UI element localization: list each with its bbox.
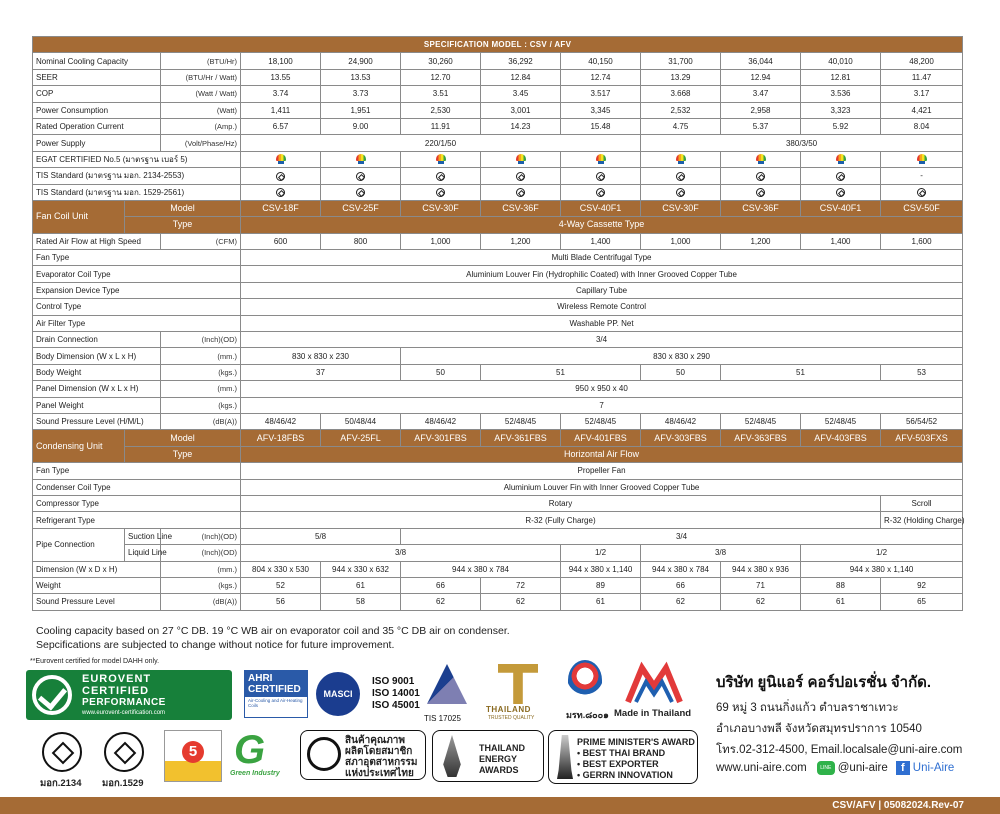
condensing-model-value: AFV-301FBS xyxy=(401,430,481,446)
general-row-value: 3.51 xyxy=(401,86,481,102)
table-row xyxy=(33,53,963,69)
tis-icon xyxy=(641,168,721,184)
body-weight-value: 37 xyxy=(241,364,401,380)
evap_coil-value: Aluminium Louver Fin (Hydrophilic Coated) with Inner Grooved Copper Tube xyxy=(241,266,963,282)
tis-none-value: - xyxy=(881,168,963,184)
table-row xyxy=(33,86,963,102)
table-row xyxy=(33,102,963,118)
fan-sound-value: 52/48/45 xyxy=(801,413,881,429)
cond-sound-value: 62 xyxy=(401,594,481,610)
table-row xyxy=(33,397,963,413)
fan-coil-model-value: CSV-18F xyxy=(241,200,321,216)
egat-label: EGAT CERTIFIED No.5 (มาตรฐาน เบอร์ 5) xyxy=(33,151,241,167)
unit-label: (BTU/Hr / Watt) xyxy=(161,69,241,85)
fan-sound-value: 48/46/42 xyxy=(641,413,721,429)
condensing-model-value: AFV-403FBS xyxy=(801,430,881,446)
general-row-label: Power Consumption xyxy=(33,102,161,118)
spec-table xyxy=(32,36,963,611)
egat-no5-icon xyxy=(401,151,481,167)
table-row xyxy=(33,200,963,216)
tis17025-logo: TIS 17025 xyxy=(424,664,470,724)
company-name: บริษัท ยูนิแอร์ คอร์ปอเรชั่น จำกัด. xyxy=(716,674,932,691)
table-row xyxy=(33,577,963,593)
unit-label: (kgs.) xyxy=(161,364,241,380)
general-row-value: 15.48 xyxy=(561,118,641,134)
spec-title: SPECIFICATION MODEL : CSV / AFV xyxy=(33,37,963,53)
general-row-value: 24,900 xyxy=(321,53,401,69)
cond-dim-value: 944 x 330 x 632 xyxy=(321,561,401,577)
egat-no5-icon xyxy=(881,151,963,167)
drain-label: Drain Connection xyxy=(33,332,161,348)
eurovent-logo: EUROVENT CERTIFIED PERFORMANCE www.eurovent-certification.com xyxy=(26,670,232,720)
tis-1529-row-label: TIS Standard (มาตรฐาน มอก. 1529-2561) xyxy=(33,184,241,200)
condensing-model-value: AFV-361FBS xyxy=(481,430,561,446)
cond-sound-value: 61 xyxy=(561,594,641,610)
airflow-value: 1,200 xyxy=(721,233,801,249)
table-row xyxy=(33,299,963,315)
pipe-label: Pipe Connection xyxy=(33,528,125,561)
body-weight-value: 50 xyxy=(401,364,481,380)
condensing-model-value: AFV-25FL xyxy=(321,430,401,446)
general-row-value: 3.74 xyxy=(241,86,321,102)
body-weight-value: 51 xyxy=(721,364,881,380)
masci-logo: MASCI xyxy=(316,672,366,716)
general-row-value: 12.70 xyxy=(401,69,481,85)
table-row xyxy=(33,364,963,380)
cond-weight-value: 71 xyxy=(721,577,801,593)
body-weight-label: Body Weight xyxy=(33,364,161,380)
general-row-value: 2,958 xyxy=(721,102,801,118)
company-line-link[interactable]: @uni-aire xyxy=(837,762,888,774)
cond-dim-value: 804 x 330 x 530 xyxy=(241,561,321,577)
table-row xyxy=(33,495,963,511)
panel-weight-value: 7 xyxy=(241,397,963,413)
mort-flame-icon xyxy=(568,660,602,700)
footer-bar: CSV/AFV | 05082024.Rev-07 xyxy=(0,797,1000,814)
iso-list: ISO 9001 ISO 14001 ISO 45001 xyxy=(372,676,420,711)
fan-coil-section-label: Fan Coil Unit xyxy=(33,200,125,233)
green-g-icon: G xyxy=(234,728,266,772)
table-row xyxy=(33,135,963,151)
compressor-value: Rotary xyxy=(241,495,881,511)
cond-weight-label: Weight xyxy=(33,577,161,593)
table-row xyxy=(33,118,963,134)
t-mark-icon xyxy=(498,664,538,704)
airflow-value: 1,600 xyxy=(881,233,963,249)
general-row-value: 36,044 xyxy=(721,53,801,69)
table-row xyxy=(33,315,963,331)
table-row xyxy=(33,430,963,446)
facebook-icon: f xyxy=(896,761,910,775)
unit-label: (Watt / Watt) xyxy=(161,86,241,102)
fan-sound-label: Sound Pressure Level (H/M/L) xyxy=(33,413,161,429)
tis-2134-label: มอก.2134 xyxy=(40,778,82,789)
green-industry-logo: G Green Industry xyxy=(230,728,280,777)
cond-sound-value: 56 xyxy=(241,594,321,610)
body-weight-value: 53 xyxy=(881,364,963,380)
trophy-icon xyxy=(557,735,573,779)
prime-minister-award-logo: PRIME MINISTER'S AWARD • BEST THAI BRAND • BEST EXPORTER • GERRN INNOVATION xyxy=(548,730,698,784)
cond-weight-value: 92 xyxy=(881,577,963,593)
egat-no5-icon xyxy=(481,151,561,167)
fan-coil-model-value: CSV-50F xyxy=(881,200,963,216)
cond-cond_coil-label: Condenser Coil Type xyxy=(33,479,241,495)
unit-label: (Inch)(OD) xyxy=(161,528,241,544)
general-row-value: 8.04 xyxy=(881,118,963,134)
general-row-value: 11.91 xyxy=(401,118,481,134)
fan-coil-model-value: CSV-40F1 xyxy=(561,200,641,216)
cond-dim-value: 944 x 380 x 784 xyxy=(401,561,561,577)
unit-label: (Volt/Phase/Hz) xyxy=(161,135,241,151)
unit-label: (dB(A)) xyxy=(161,594,241,610)
general-row-value: 30,260 xyxy=(401,53,481,69)
model-header: Model xyxy=(125,430,241,446)
fan-coil-type-value: 4-Way Cassette Type xyxy=(241,217,963,233)
body-dim-value: 830 x 830 x 290 xyxy=(401,348,963,364)
unit-label: (mm.) xyxy=(161,561,241,577)
refrigerant-label: Refrigerant Type xyxy=(33,512,241,528)
tis-icon xyxy=(321,168,401,184)
unit-label: (kgs.) xyxy=(161,577,241,593)
cond-dim-label: Dimension (W x D x H) xyxy=(33,561,161,577)
thailand-trusted-quality-logo: THAILAND TRUSTED QUALITY xyxy=(486,664,552,722)
general-row-value: 13.53 xyxy=(321,69,401,85)
company-info xyxy=(716,670,976,775)
airflow-value: 1,400 xyxy=(561,233,641,249)
general-row-value: 11.47 xyxy=(881,69,963,85)
fan-coil-model-value: CSV-30F xyxy=(641,200,721,216)
condensing-model-value: AFV-401FBS xyxy=(561,430,641,446)
fan-coil-model-value: CSV-40F1 xyxy=(801,200,881,216)
general-row-label: Rated Operation Current xyxy=(33,118,161,134)
company-facebook-link[interactable]: Uni-Aire xyxy=(912,762,955,774)
condensing-model-value: AFV-303FBS xyxy=(641,430,721,446)
cond-cond_coil-value: Aluminium Louver Fin with Inner Grooved Copper Tube xyxy=(241,479,963,495)
liquid-value: 1/2 xyxy=(561,545,641,561)
cond-weight-value: 52 xyxy=(241,577,321,593)
cond-dim-value: 944 x 380 x 936 xyxy=(721,561,801,577)
table-row xyxy=(33,217,963,233)
general-row-value: 3.45 xyxy=(481,86,561,102)
cond-sound-value: 65 xyxy=(881,594,963,610)
fan_type-value: Multi Blade Centrifugal Type xyxy=(241,250,963,266)
body-weight-value: 51 xyxy=(481,364,641,380)
power-supply-label: Power Supply xyxy=(33,135,161,151)
panel-dim-value: 950 x 950 x 40 xyxy=(241,381,963,397)
egat-no5-logo xyxy=(164,730,222,782)
tis-1529-icon xyxy=(104,732,144,772)
unit-label: (BTU/Hr) xyxy=(161,53,241,69)
company-contact: โทร.02-312-4500, Email.localsale@uni-aire.com xyxy=(716,744,963,756)
unit-label: (kgs.) xyxy=(161,397,241,413)
general-row-value: 13.29 xyxy=(641,69,721,85)
power-supply-three-phase: 380/3/50 xyxy=(641,135,963,151)
refrigerant-value: R-32 (Holding Charge) xyxy=(881,512,963,528)
general-row-value: 31,700 xyxy=(641,53,721,69)
liquid-value: 3/8 xyxy=(641,545,801,561)
general-row-value: 13.55 xyxy=(241,69,321,85)
refrigerant-value: R-32 (Fully Charge) xyxy=(241,512,881,528)
general-row-value: 3,001 xyxy=(481,102,561,118)
cond-sound-value: 58 xyxy=(321,594,401,610)
tis-1529-label: มอก.1529 xyxy=(102,778,144,789)
general-row-value: 40,010 xyxy=(801,53,881,69)
cond-dim-value: 944 x 380 x 1,140 xyxy=(561,561,641,577)
table-row xyxy=(33,545,963,561)
fan-coil-model-value: CSV-36F xyxy=(481,200,561,216)
tis-icon xyxy=(401,168,481,184)
general-row-value: 1,951 xyxy=(321,102,401,118)
general-row-label: SEER xyxy=(33,69,161,85)
line-icon: LINE xyxy=(817,761,835,775)
unit-label: (dB(A)) xyxy=(161,413,241,429)
note-cooling: Cooling capacity based on 27 °C DB. 19 °C WB air on evaporator coil and 35 °C DB air on condenser. xyxy=(36,625,510,637)
table-row xyxy=(33,332,963,348)
expansion-label: Expansion Device Type xyxy=(33,282,241,298)
table-row xyxy=(33,413,963,429)
tis-icon xyxy=(561,168,641,184)
general-row-value: 2,532 xyxy=(641,102,721,118)
filter-label: Air Filter Type xyxy=(33,315,241,331)
general-row-value: 3.668 xyxy=(641,86,721,102)
table-row xyxy=(33,381,963,397)
cond-sound-value: 62 xyxy=(641,594,721,610)
fan-sound-value: 50/48/44 xyxy=(321,413,401,429)
general-row-value: 40,150 xyxy=(561,53,641,69)
liquid-value: 3/8 xyxy=(241,545,561,561)
fan-sound-value: 48/46/42 xyxy=(241,413,321,429)
airflow-value: 1,000 xyxy=(401,233,481,249)
eurovent-check-icon xyxy=(32,675,72,715)
table-row xyxy=(33,594,963,610)
cond-sound-label: Sound Pressure Level xyxy=(33,594,161,610)
table-row xyxy=(33,168,963,184)
table-row xyxy=(33,282,963,298)
airflow-label: Rated Air Flow at High Speed xyxy=(33,233,161,249)
table-row xyxy=(33,512,963,528)
condensing-model-value: AFV-18FBS xyxy=(241,430,321,446)
table-row xyxy=(33,266,963,282)
panel-weight-label: Panel Weight xyxy=(33,397,161,413)
general-row-label: Nominal Cooling Capacity xyxy=(33,53,161,69)
egat-no5-icon xyxy=(241,151,321,167)
tis-icon xyxy=(801,168,881,184)
cond-weight-value: 89 xyxy=(561,577,641,593)
notes xyxy=(36,624,510,652)
compressor-value: Scroll xyxy=(881,495,963,511)
cond-fan_type-value: Propeller Fan xyxy=(241,463,963,479)
table-row xyxy=(33,69,963,85)
general-row-value: 12.81 xyxy=(801,69,881,85)
suction-value: 5/8 xyxy=(241,528,401,544)
table-row xyxy=(33,463,963,479)
fan-sound-value: 52/48/45 xyxy=(481,413,561,429)
fti-quality-logo: สินค้าคุณภาพ ผลิตโดยสมาชิก สภาอุตสาหกรรม แห่งประเทศไทย xyxy=(300,730,426,780)
table-row xyxy=(33,250,963,266)
general-row-value: 36,292 xyxy=(481,53,561,69)
fan-sound-value: 56/54/52 xyxy=(881,413,963,429)
cond-weight-value: 72 xyxy=(481,577,561,593)
table-row xyxy=(33,561,963,577)
tis-icon xyxy=(241,184,321,200)
made-in-thailand-logo: Made in Thailand xyxy=(614,664,698,722)
liquid-line-label: Liquid Line xyxy=(125,545,161,561)
general-row-value: 3.517 xyxy=(561,86,641,102)
unit-label: (mm.) xyxy=(161,381,241,397)
thailand-energy-awards-logo: THAILAND ENERGY AWARDS xyxy=(432,730,544,782)
tis-icon xyxy=(561,184,641,200)
general-row-value: 6.57 xyxy=(241,118,321,134)
fan-sound-value: 52/48/45 xyxy=(561,413,641,429)
company-address-1: 69 หมู่ 3 ถนนกิ่งแก้ว ตำบลราชาเทวะ xyxy=(716,702,899,714)
unit-label: (Inch)(OD) xyxy=(161,332,241,348)
egat-no5-icon xyxy=(721,151,801,167)
general-row-value: 1,411 xyxy=(241,102,321,118)
general-row-value: 3.73 xyxy=(321,86,401,102)
trophy-icon xyxy=(441,735,463,777)
table-row xyxy=(33,479,963,495)
egat-no5-icon xyxy=(641,151,721,167)
power-supply-single-phase: 220/1/50 xyxy=(241,135,641,151)
unit-label: (Amp.) xyxy=(161,118,241,134)
general-row-value: 3.17 xyxy=(881,86,963,102)
expansion-value: Capillary Tube xyxy=(241,282,963,298)
general-row-value: 3.536 xyxy=(801,86,881,102)
body-dim-label: Body Dimension (W x L x H) xyxy=(33,348,161,364)
tis-icon xyxy=(801,184,881,200)
cond-dim-value: 944 x 380 x 1,140 xyxy=(801,561,963,577)
type-header: Type xyxy=(125,217,241,233)
fti-icon xyxy=(307,737,341,771)
mort-logo: มรท.๘๐๐๑ xyxy=(564,660,608,722)
suction-line-label: Suction Line xyxy=(125,528,161,544)
general-row-value: 48,200 xyxy=(881,53,963,69)
egat-no5-icon xyxy=(321,151,401,167)
spec-table-wrapper xyxy=(32,36,965,611)
airflow-value: 1,200 xyxy=(481,233,561,249)
fan-coil-model-value: CSV-36F xyxy=(721,200,801,216)
condensing-model-value: AFV-503FXS xyxy=(881,430,963,446)
airflow-value: 1,000 xyxy=(641,233,721,249)
made-in-thailand-icon xyxy=(624,664,684,704)
tis-icon xyxy=(481,168,561,184)
body-dim-value: 830 x 830 x 230 xyxy=(241,348,401,364)
cond-weight-value: 88 xyxy=(801,577,881,593)
tis-icon xyxy=(641,184,721,200)
eurovent-note: **Eurovent certified for model DAHH only. xyxy=(30,658,160,665)
control-label: Control Type xyxy=(33,299,241,315)
control-value: Wireless Remote Control xyxy=(241,299,963,315)
general-row-value: 2,530 xyxy=(401,102,481,118)
general-row-value: 4.75 xyxy=(641,118,721,134)
number-5-icon: 5 xyxy=(182,741,204,763)
airflow-value: 1,400 xyxy=(801,233,881,249)
cond-weight-value: 66 xyxy=(401,577,481,593)
general-row-value: 5.37 xyxy=(721,118,801,134)
fan-sound-value: 48/46/42 xyxy=(401,413,481,429)
table-row xyxy=(33,446,963,462)
egat-no5-icon xyxy=(801,151,881,167)
airflow-value: 600 xyxy=(241,233,321,249)
general-row-value: 9.00 xyxy=(321,118,401,134)
unit-label: (Inch)(OD) xyxy=(161,545,241,561)
company-website-link[interactable]: www.uni-aire.com xyxy=(716,762,807,774)
table-row xyxy=(33,528,963,544)
unit-label: (Watt) xyxy=(161,102,241,118)
condensing-type-value: Horizontal Air Flow xyxy=(241,446,963,462)
liquid-value: 1/2 xyxy=(801,545,963,561)
general-row-value: 12.94 xyxy=(721,69,801,85)
body-weight-value: 50 xyxy=(641,364,721,380)
egat-no5-icon xyxy=(561,151,641,167)
cond-sound-value: 62 xyxy=(481,594,561,610)
model-header: Model xyxy=(125,200,241,216)
table-row xyxy=(33,184,963,200)
tis17025-mark-icon xyxy=(427,664,467,704)
general-row-value: 12.74 xyxy=(561,69,641,85)
table-row xyxy=(33,348,963,364)
tis-2134-icon xyxy=(42,732,82,772)
tis-icon xyxy=(401,184,481,200)
fan-coil-model-value: CSV-30F xyxy=(401,200,481,216)
suction-value: 3/4 xyxy=(401,528,963,544)
fan-coil-model-value: CSV-25F xyxy=(321,200,401,216)
general-row-value: 4,421 xyxy=(881,102,963,118)
cond-weight-value: 66 xyxy=(641,577,721,593)
cond-weight-value: 61 xyxy=(321,577,401,593)
note-change: Sepcifications are subjected to change without notice for future improvement. xyxy=(36,639,395,651)
cond-fan_type-label: Fan Type xyxy=(33,463,241,479)
table-row xyxy=(33,151,963,167)
drain-value: 3/4 xyxy=(241,332,963,348)
cond-sound-value: 61 xyxy=(801,594,881,610)
tis-icon xyxy=(241,168,321,184)
panel-dim-label: Panel Dimension (W x L x H) xyxy=(33,381,161,397)
tis-icon xyxy=(881,184,963,200)
type-header: Type xyxy=(125,446,241,462)
ahri-logo: AHRI CERTIFIED Air-Cooling and Air-Heating Coils xyxy=(244,670,308,718)
compressor-label: Compressor Type xyxy=(33,495,241,511)
filter-value: Washable PP. Net xyxy=(241,315,963,331)
fan_type-label: Fan Type xyxy=(33,250,241,266)
tis-icon xyxy=(721,168,801,184)
general-row-value: 18,100 xyxy=(241,53,321,69)
cond-dim-value: 944 x 380 x 784 xyxy=(641,561,721,577)
general-row-value: 12.84 xyxy=(481,69,561,85)
company-address-2: อำเภอบางพลี จังหวัดสมุทรปราการ 10540 xyxy=(716,723,922,735)
cond-sound-value: 62 xyxy=(721,594,801,610)
general-row-value: 3,345 xyxy=(561,102,641,118)
airflow-value: 800 xyxy=(321,233,401,249)
unit-label: (CFM) xyxy=(161,233,241,249)
general-row-value: 3.47 xyxy=(721,86,801,102)
general-row-value: 3,323 xyxy=(801,102,881,118)
evap_coil-label: Evaporator Coil Type xyxy=(33,266,241,282)
table-row xyxy=(33,233,963,249)
tis-icon xyxy=(481,184,561,200)
tis-icon xyxy=(721,184,801,200)
general-row-label: COP xyxy=(33,86,161,102)
tis-2134-row-label: TIS Standard (มาตรฐาน มอก. 2134-2553) xyxy=(33,168,241,184)
unit-label: (mm.) xyxy=(161,348,241,364)
tis-icon xyxy=(321,184,401,200)
general-row-value: 14.23 xyxy=(481,118,561,134)
fan-sound-value: 52/48/45 xyxy=(721,413,801,429)
condensing-section-label: Condensing Unit xyxy=(33,430,125,463)
condensing-model-value: AFV-363FBS xyxy=(721,430,801,446)
general-row-value: 5.92 xyxy=(801,118,881,134)
